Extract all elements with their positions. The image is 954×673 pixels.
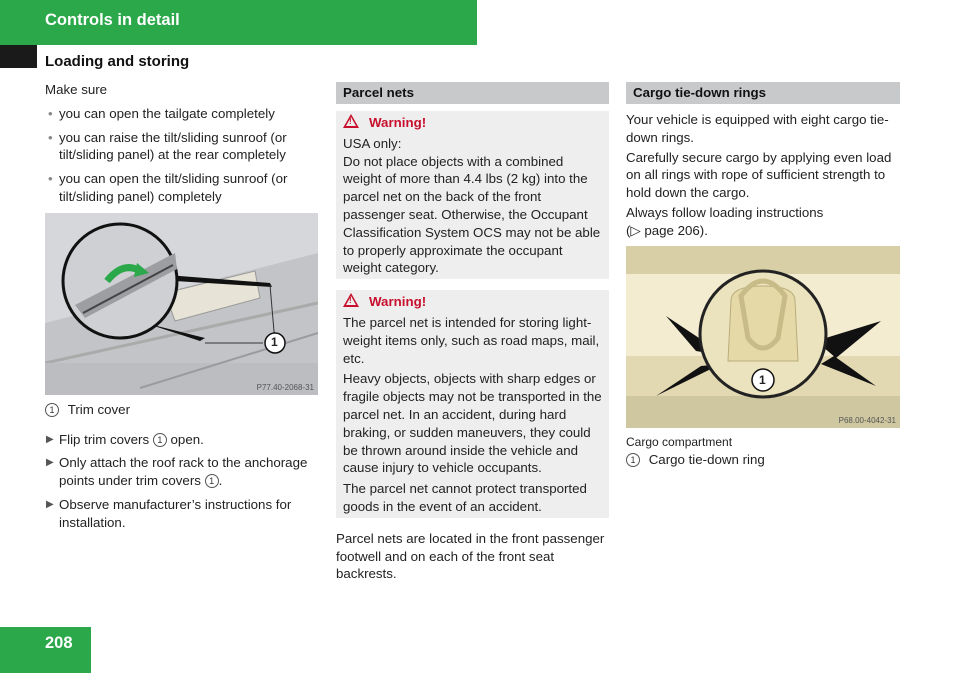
warning-triangle-icon [343,293,359,307]
column-loading [45,81,319,532]
instruction-step: ▶ Flip trim covers 1 open. [46,431,204,447]
callout-marker: 1 [45,403,59,417]
roof-illustration [45,213,318,395]
image-code: P68.00-4042-31 [838,415,896,425]
warning-title: !Warning! [343,293,603,311]
warning-text: The parcel net cannot protect transported goods in the event of an accident. [343,481,587,514]
cargo-illustration [626,246,900,428]
chapter-title: Controls in detail [45,11,180,29]
section-title: Loading and storing [45,53,190,70]
instruction-step: ▶ Only attach the roof rack to the anchorage points under trim covers 1 . [46,455,308,489]
warning-title: !Warning! [343,114,603,132]
body-text: Your vehicle is equipped with eight cargo tie-down rings. [626,112,889,145]
body-text: Carefully secure cargo by applying even load on all rings with rope of sufficient strength to hold down the cargo. [626,149,892,201]
list-item: • you can open the tailgate completely [48,105,275,121]
roof-trim-cover-image [45,213,318,395]
instruction-step: ▶ Observe manufacturer’s instructions for installation. [46,496,292,530]
heading-parcel-nets: Parcel nets [336,82,609,104]
callout-number: 1 [759,372,766,387]
warning-box [336,111,609,279]
warning-text: Heavy objects, objects with sharp edges or fragile objects may not be transported in the parcel net. In an accident, during hard braking, or sudden maneuvers, they could be thrown around inside the vehicle and cause injury to vehicle occupants. [343,371,602,476]
column-parcel-nets [336,82,609,583]
column-cargo-rings [626,82,900,469]
callout-marker: 1 [626,453,640,467]
list-item: • you can open the tilt/sliding sunroof (or tilt/sliding panel) completely [48,171,288,204]
warning-triangle-icon [343,114,359,128]
page-reference-link[interactable]: (▷ page 206). [626,222,708,238]
step-arrow-icon: ▶ [46,457,54,469]
warning-text: The parcel net is intended for storing light-weight items only, such as road maps, mail, etc. [343,314,600,366]
step-arrow-icon: ▶ [46,498,54,510]
cargo-compartment-image [626,246,900,428]
bullet-icon: • [48,171,53,187]
image-code: P77.40-2068-31 [256,382,314,392]
image-caption: Cargo compartment [626,434,733,449]
legend-item [45,401,319,419]
callout-number: 1 [271,334,278,349]
intro-text: Make sure [45,82,108,97]
legend-item [626,451,900,469]
section-marker [0,45,37,68]
warning-text: Do not place objects with a combined weight of more than 4.4 lbs (2 kg) into the parcel net on the back of the front passenger seat. Otherwise, the Occupant Classification System OCS may not be able to properly approximate the occupant weight category. [343,153,601,276]
callout-marker: 1 [153,433,167,447]
step-arrow-icon: ▶ [46,433,54,445]
list-item: • you can raise the tilt/sliding sunroof (or tilt/sliding panel) at the rear completely [48,129,287,163]
bullet-icon: • [48,129,53,145]
parcel-nets-location-text: Parcel nets are located in the front passenger footwell and on each of the front seat backrests. [336,530,605,582]
callout-marker: 1 [205,474,219,488]
heading-cargo-rings: Cargo tie-down rings [626,82,900,104]
page-number: 208 [45,634,73,652]
warning-text: USA only: [343,135,402,151]
bullet-icon: • [48,105,53,121]
legend-text: Trim cover [67,401,130,417]
warning-box [336,290,609,518]
body-text: Always follow loading instructions [626,204,824,220]
legend-text: Cargo tie-down ring [648,452,765,468]
